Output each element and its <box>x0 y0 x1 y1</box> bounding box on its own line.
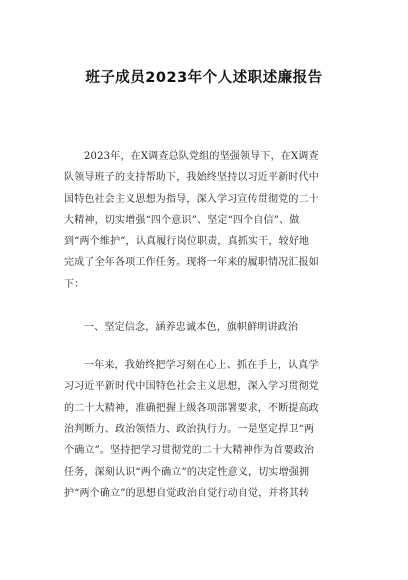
intro-line: 到“两个维护”，认真履行岗位职责，真抓实干，较好地 <box>64 236 310 248</box>
section-line: 任务，深刻认识“两个确立”的决定性意义，切实增强拥 <box>64 466 310 478</box>
section-line: 护“两个确立”的思想自觉政治自觉行动自觉，并将其转 <box>64 487 310 499</box>
document-body <box>64 146 348 504</box>
intro-line: 下： <box>64 278 85 290</box>
intro-line: 国特色社会主义思想为指导，深入学习宣传贯彻党的二十 <box>64 193 319 205</box>
section-line: 一年来，我始终把学习刻在心上、抓在手上，认真学 <box>84 360 319 372</box>
section-line: 治判断力、政治领悟力、政治执行力。一是坚定捍卫“两 <box>64 423 315 435</box>
intro-line: 2023年，在X调查总队党组的坚强领导下，在X调查 <box>84 151 319 162</box>
intro-line: 队领导班子的支持帮助下，我始终坚持以习近平新时代中 <box>64 172 319 184</box>
section-1-paragraph <box>64 355 348 504</box>
document-title: 班子成员2023年个人述职述廉报告 <box>85 70 323 86</box>
section-line: 个确立”。坚持把学习贯彻党的二十大精神作为首要政治 <box>64 445 315 457</box>
intro-line: 完成了全年各项工作任务。现将一年来的履职情况汇报如 <box>64 257 319 269</box>
intro-line: 大精神，切实增强“四个意识”、坚定“四个自信”、做 <box>64 214 300 226</box>
section-line: 习习近平新时代中国特色社会主义思想，深入学习贯彻党 <box>64 381 319 393</box>
intro-paragraph <box>64 146 348 295</box>
section-line: 的二十大精神，准确把握上级各项部署要求，不断提高政 <box>64 402 319 414</box>
section-1-heading: 一、坚定信念，涵养忠诚本色，旗帜鲜明讲政治 <box>84 322 299 334</box>
